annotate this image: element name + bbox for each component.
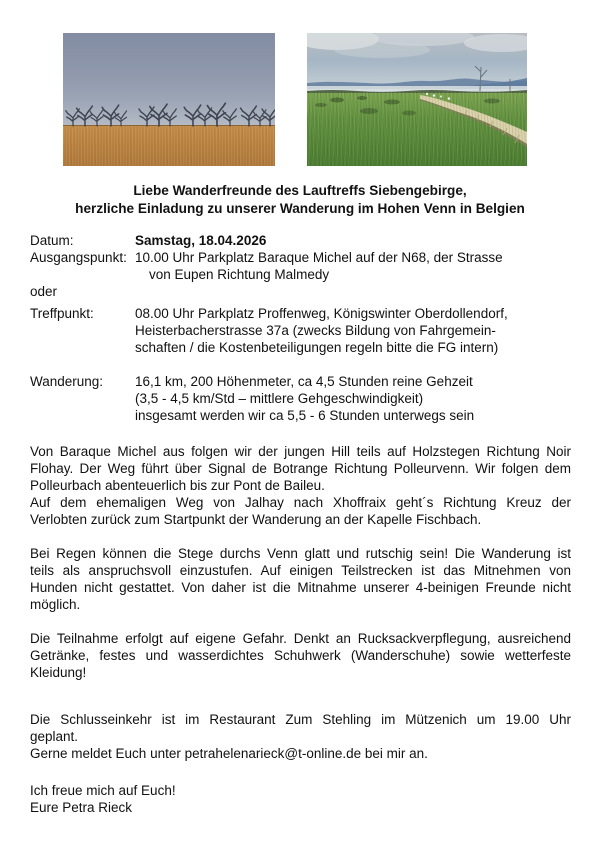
detail-row-treffpunkt — [30, 305, 571, 356]
treffpunkt-line: Heisterbacherstrasse 37a (zwecks Bildung von Fahrgemein- — [135, 323, 496, 338]
event-details — [30, 232, 571, 424]
photo-right-grass-texture — [307, 92, 527, 166]
closing-line: Ich freue mich auf Euch! — [30, 783, 176, 798]
oder-text: oder — [30, 284, 58, 299]
photo-venn-boardwalk — [307, 33, 527, 166]
photo-moor-dead-trees — [63, 33, 275, 166]
conditions-line: teils als anspruchsvoll einzustufen. Auf einigen Teilstrecken ist das Mitnehmen von — [30, 563, 571, 578]
wanderung-line: insgesamt werden wir ca 5,5 - 6 Stunden unterwegs sein — [135, 408, 475, 423]
invitation-title-line2: herzliche Einladung zu unserer Wanderung im Hohen Venn in Belgien — [75, 200, 525, 216]
wanderung-line: 16,1 km, 200 Höhenmeter, ca 4,5 Stunden reine Gehzeit — [135, 374, 473, 389]
treffpunkt-line: 08.00 Uhr Parkplatz Proffenweg, Königswinter Oberdollendorf, — [135, 306, 508, 321]
closing-block — [30, 782, 571, 816]
conditions-paragraph — [30, 545, 571, 613]
treffpunkt-label: Treffpunkt: — [30, 306, 94, 321]
registration-prefix: Gerne meldet Euch unter — [30, 746, 185, 761]
equipment-line: Die Teilnahme erfolgt auf eigene Gefahr. Denkt an Rucksackverpflegung, ausreichend — [30, 631, 571, 646]
registration-line — [30, 745, 571, 762]
einkehr-line: Die Schlusseinkehr ist im Restaurant Zum Stehling im Mützenich um 19.00 Uhr — [30, 712, 571, 727]
ausgangspunkt-label: Ausgangspunkt: — [30, 250, 127, 265]
ausgangspunkt-line: 10.00 Uhr Parkplatz Baraque Michel auf der N68, der Strasse — [135, 250, 503, 265]
detail-row-datum — [30, 232, 571, 249]
conditions-line: Bei Regen können die Stege durchs Venn glatt und rutschig sein! Die Wanderung ist — [30, 546, 571, 561]
invitation-title-line1: Liebe Wanderfreunde des Lauftreffs Siebengebirge, — [133, 183, 467, 198]
equipment-paragraph — [30, 630, 571, 681]
signature: Eure Petra Rieck — [30, 800, 133, 815]
invitation-title — [0, 182, 600, 217]
datum-label: Datum: — [30, 233, 74, 248]
detail-row-oder — [30, 283, 571, 300]
email-address: petrahelenarieck@t-online.de — [184, 746, 362, 761]
wanderung-line: (3,5 - 4,5 km/Std – mittlere Gehgeschwindigkeit) — [135, 391, 424, 406]
wanderung-label: Wanderung: — [30, 374, 104, 389]
route-line: Auf dem ehemaligen Weg von Jalhay nach Xhoffraix geht´s Richtung Kreuz der — [30, 495, 571, 510]
registration-suffix: bei mir an. — [361, 746, 428, 761]
route-line: Flohay. Der Weg führt über Signal de Botrange Richtung Polleurvenn. Wir folgen dem — [30, 461, 571, 476]
detail-row-ausgangspunkt — [30, 249, 571, 283]
einkehr-line: geplant. — [30, 729, 79, 744]
route-line: Polleurbach abenteuerlich bis zur Pont de Baileu. — [30, 478, 325, 493]
dead-trees-silhouette — [63, 97, 275, 127]
conditions-line: möglich. — [30, 597, 81, 612]
route-paragraph — [30, 443, 571, 528]
detail-row-wanderung — [30, 373, 571, 424]
equipment-line: Getränke, festes und wasserdichtes Schuhwerk (Wanderschuhe) sowie wetterfeste — [30, 648, 571, 663]
treffpunkt-line: schaften / die Kostenbeteiligungen regeln bitte die FG intern) — [135, 340, 499, 355]
photo-left-grass-field — [63, 125, 275, 166]
equipment-line: Kleidung! — [30, 665, 87, 680]
datum-value: Samstag, 18.04.2026 — [135, 233, 267, 248]
ausgangspunkt-line: von Eupen Richtung Malmedy — [149, 267, 330, 282]
einkehr-paragraph — [30, 711, 571, 762]
photo-row — [0, 0, 600, 166]
route-line: Verlobten zurück zum Startpunkt der Wanderung an der Kapelle Fischbach. — [30, 512, 482, 527]
route-line: Von Baraque Michel aus folgen wir der jungen Hill teils auf Holzstegen Richtung Noir — [30, 444, 571, 459]
conditions-line: Hunden nicht gestattet. Von daher ist die Mitnahme unserer 4-beinigen Freunde nicht — [30, 580, 571, 595]
